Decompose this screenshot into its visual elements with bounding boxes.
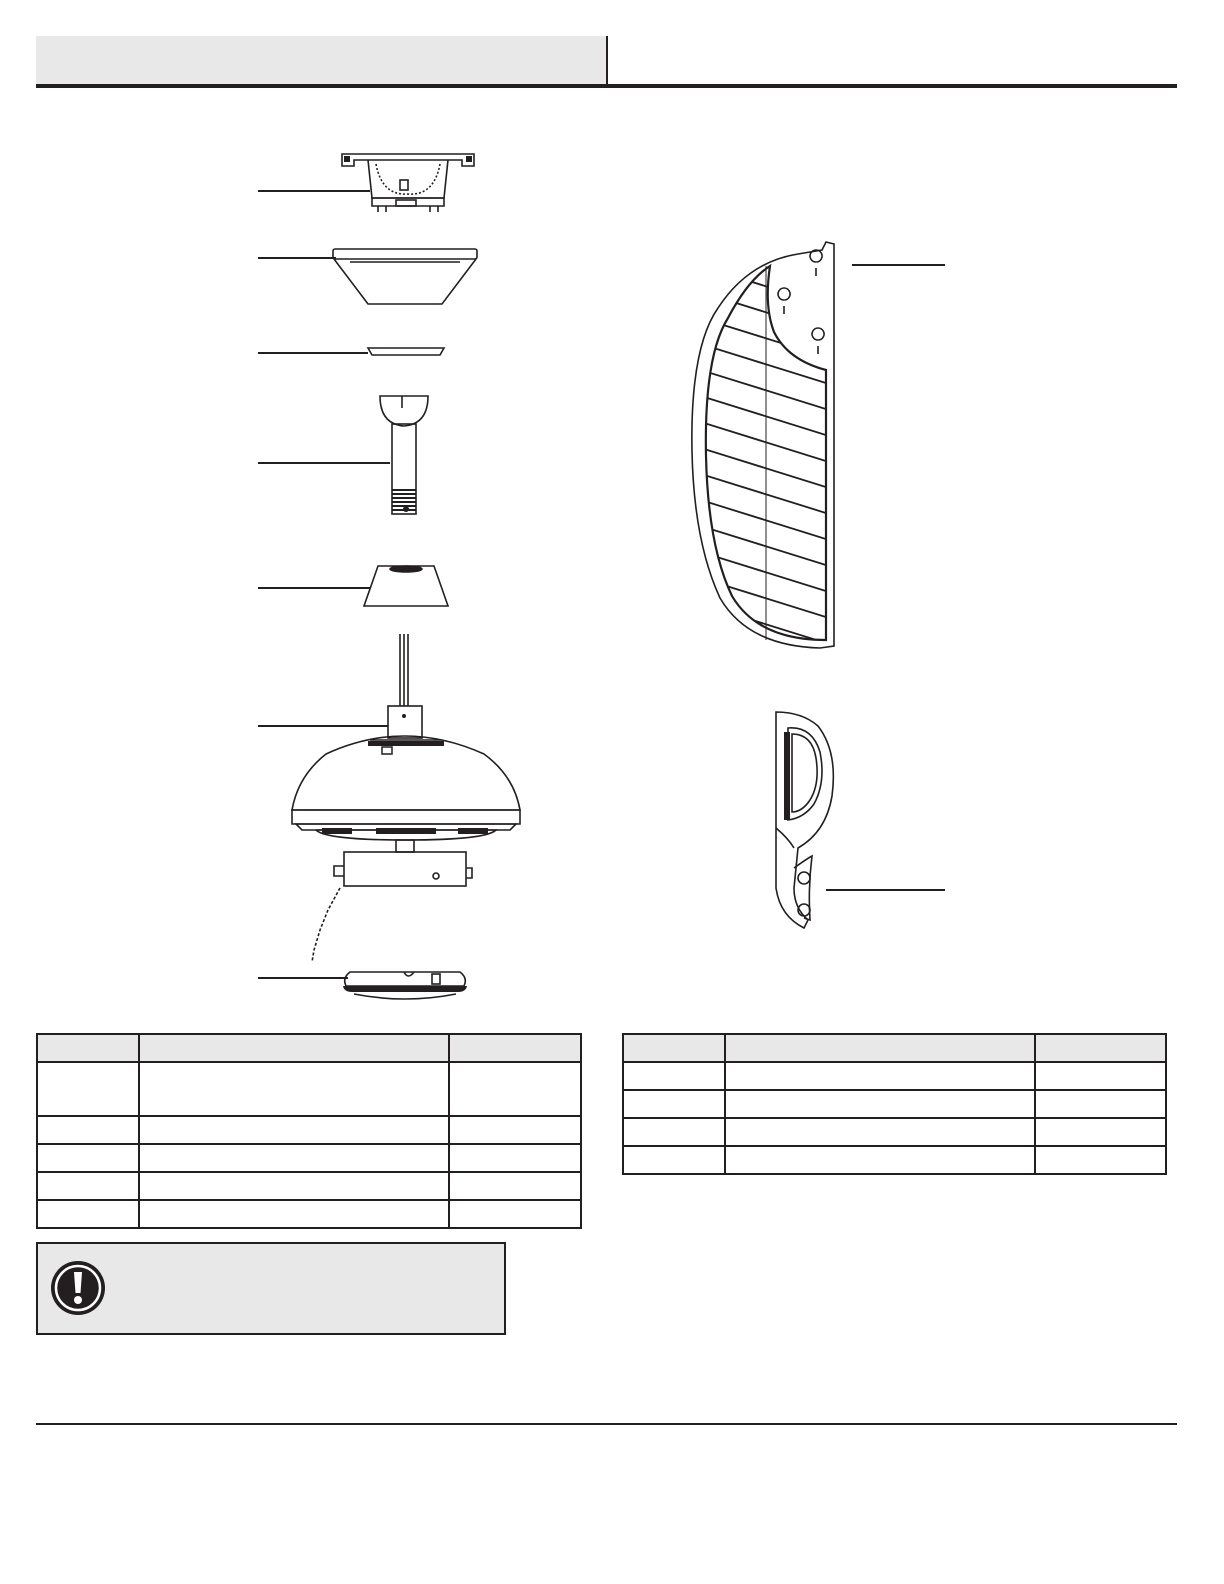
column-header-quantity xyxy=(1035,1034,1166,1062)
leader-line-downrod xyxy=(258,462,390,464)
cell-description xyxy=(139,1172,450,1200)
table-header-row xyxy=(37,1034,581,1062)
table-row xyxy=(623,1118,1166,1146)
cell-part xyxy=(37,1200,139,1228)
column-header-description xyxy=(725,1034,1036,1062)
cell-part xyxy=(37,1172,139,1200)
cell-quantity xyxy=(1035,1062,1166,1090)
table-row xyxy=(37,1062,581,1116)
column-header-description xyxy=(139,1034,450,1062)
coupling-cover-image xyxy=(360,562,452,612)
mounting-bracket-image xyxy=(338,150,478,220)
cell-description xyxy=(139,1116,450,1144)
downrod-image xyxy=(374,390,434,520)
cell-quantity xyxy=(1035,1146,1166,1174)
parts-table-left xyxy=(36,1033,582,1229)
table-row xyxy=(623,1062,1166,1090)
cell-quantity xyxy=(1035,1118,1166,1146)
footer-rule xyxy=(36,1423,1177,1425)
leader-line-canopy xyxy=(258,257,336,259)
table-row xyxy=(37,1144,581,1172)
cell-part xyxy=(623,1146,725,1174)
important-note-box xyxy=(36,1242,506,1335)
cell-quantity xyxy=(449,1200,581,1228)
cell-part xyxy=(623,1118,725,1146)
cell-description xyxy=(725,1118,1036,1146)
cell-part xyxy=(623,1062,725,1090)
canopy-image xyxy=(330,246,480,312)
cell-quantity xyxy=(449,1172,581,1200)
cell-description xyxy=(725,1090,1036,1118)
column-header-part xyxy=(623,1034,725,1062)
table-row xyxy=(623,1146,1166,1174)
table-header-row xyxy=(623,1034,1166,1062)
leader-line-canopy-ring xyxy=(258,352,368,354)
header-title-box xyxy=(36,36,608,86)
cell-part xyxy=(37,1062,139,1116)
header-rule xyxy=(36,84,1177,88)
cell-part xyxy=(623,1090,725,1118)
light-kit-plate-image xyxy=(340,968,470,1008)
cell-description xyxy=(725,1146,1036,1174)
cell-description xyxy=(725,1062,1036,1090)
motor-assembly-image xyxy=(286,630,526,964)
parts-table-right xyxy=(622,1033,1167,1175)
cell-description xyxy=(139,1062,450,1116)
table-row xyxy=(37,1172,581,1200)
cell-part xyxy=(37,1144,139,1172)
leader-line-coupling-cover xyxy=(258,587,370,589)
canopy-ring-image xyxy=(364,345,448,359)
leader-line-light-kit-plate xyxy=(258,977,348,979)
table-row xyxy=(37,1116,581,1144)
cell-quantity xyxy=(449,1062,581,1116)
cell-quantity xyxy=(449,1116,581,1144)
fan-blade-image xyxy=(688,236,842,654)
cell-description xyxy=(139,1200,450,1228)
blade-arm-image xyxy=(764,708,844,932)
exclamation-circle-icon xyxy=(50,1260,106,1316)
column-header-part xyxy=(37,1034,139,1062)
table-row xyxy=(623,1090,1166,1118)
cell-quantity xyxy=(1035,1090,1166,1118)
leader-line-blade xyxy=(852,264,945,266)
cell-description xyxy=(139,1144,450,1172)
column-header-quantity xyxy=(449,1034,581,1062)
cell-quantity xyxy=(449,1144,581,1172)
cell-part xyxy=(37,1116,139,1144)
table-row xyxy=(37,1200,581,1228)
